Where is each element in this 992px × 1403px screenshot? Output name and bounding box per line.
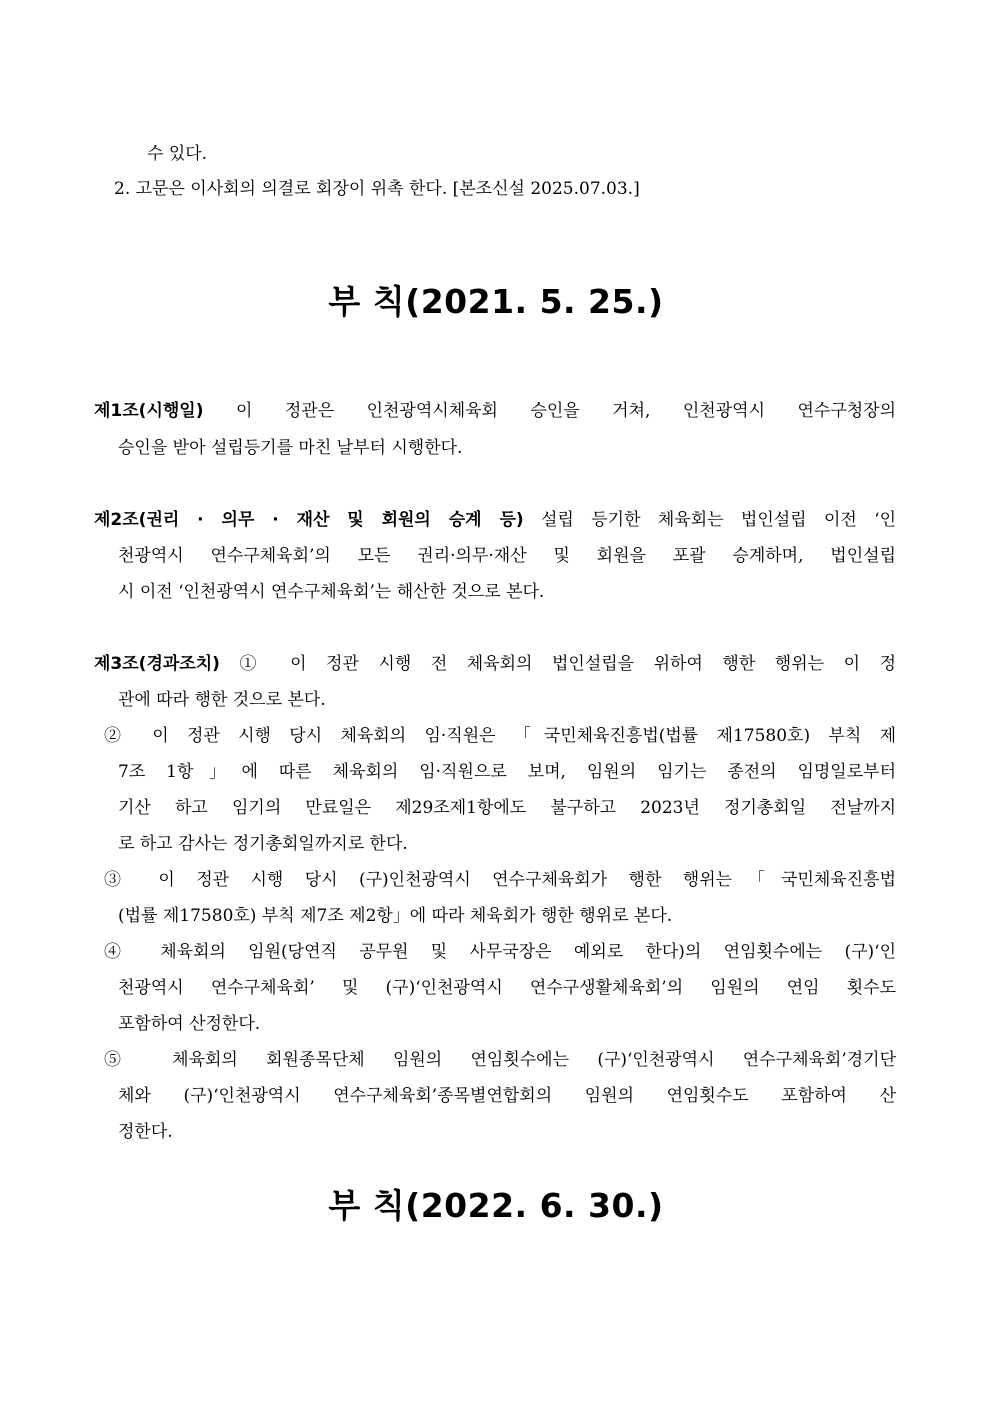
article-1-line-2: 승인을 받아 설립등기를 마친 날부터 시행한다. [118,438,463,458]
advisor-item-2: 2. 고문은 이사회의 의결로 회장이 위촉 한다. [본조신설 2025.07.03.] [114,179,640,199]
article-1-text-1: 이 정관은 인천광역시체육회 승인을 거쳐, 인천광역시 연수구청장의 [203,401,896,421]
article-3-text-1: ① 이 정관 시행 전 체육회의 법인설립을 위하여 행한 행위는 이 정 [219,654,896,674]
article-2-line-2: 천광역시 연수구체육회’의 모든 권리·의무·재산 및 회원을 포괄 승계하며, 법인설립 [118,546,896,566]
article-3-line-1 [94,652,896,676]
article-3-para-5-line-2: 체와 (구)‘인천광역시 연수구체육회’종목별연합회의 임원의 연임횟수도 포함하여 산 [118,1086,896,1106]
article-3-para-2-line-4: 로 하고 감사는 정기총회일까지로 한다. [118,834,408,854]
addenda-heading-2021: 부 칙(2021. 5. 25.) [328,282,664,321]
article-3-para-2-line-1: ② 이 정관 시행 당시 체육회의 임·직원은 「국민체육진흥법(법률 제17580호) 부칙 제 [104,726,896,746]
addenda-heading-2022: 부 칙(2022. 6. 30.) [328,1186,664,1225]
article-3-para-4-line-2: 천광역시 연수구체육회’ 및 (구)‘인천광역시 연수구생활체육회’의 임원의 연임 횟수도 [118,978,896,998]
article-2-line-3: 시 이전 ‘인천광역시 연수구체육회’는 해산한 것으로 본다. [118,582,545,602]
continuation-line: 수 있다. [147,144,208,164]
article-3-para-3-line-2: (법률 제17580호) 부칙 제7조 제2항」에 따라 체육회가 행한 행위로 본다. [118,906,673,926]
article-3-line-2: 관에 따라 행한 것으로 본다. [118,690,326,710]
article-2-line-1 [94,508,896,532]
article-3-para-2-line-3: 기산 하고 임기의 만료일은 제29조제1항에도 불구하고 2023년 정기총회일 전날까지 [118,798,896,818]
article-3-para-2-line-2: 7조 1항」에 따른 체육회의 임·직원으로 보며, 임원의 임기는 종전의 임명일로부터 [118,762,896,782]
article-3-para-3-line-1: ③ 이 정관 시행 당시 (구)인천광역시 연수구체육회가 행한 행위는「국민체육진흥법 [104,870,896,890]
article-1-title: 제1조(시행일) [94,401,204,421]
article-2-text-1: 설립 등기한 체육회는 법인설립 이전 ‘인 [523,510,896,530]
article-3-para-5-line-1: ⑤ 체육회의 회원종목단체 임원의 연임횟수에는 (구)‘인천광역시 연수구체육회’경기단 [104,1050,896,1070]
article-3-para-4-line-1: ④ 체육회의 임원(당연직 공무원 및 사무국장은 예외로 한다)의 연임횟수에는 (구)‘인 [104,942,896,962]
article-3-title: 제3조(경과조치) [94,654,220,674]
article-1-line-1 [94,399,896,423]
article-3-para-4-line-3: 포함하여 산정한다. [118,1014,261,1034]
article-3-para-5-line-3: 정한다. [118,1122,173,1142]
article-2-title: 제2조(권리 · 의무 · 재산 및 회원의 승계 등) [94,510,524,530]
